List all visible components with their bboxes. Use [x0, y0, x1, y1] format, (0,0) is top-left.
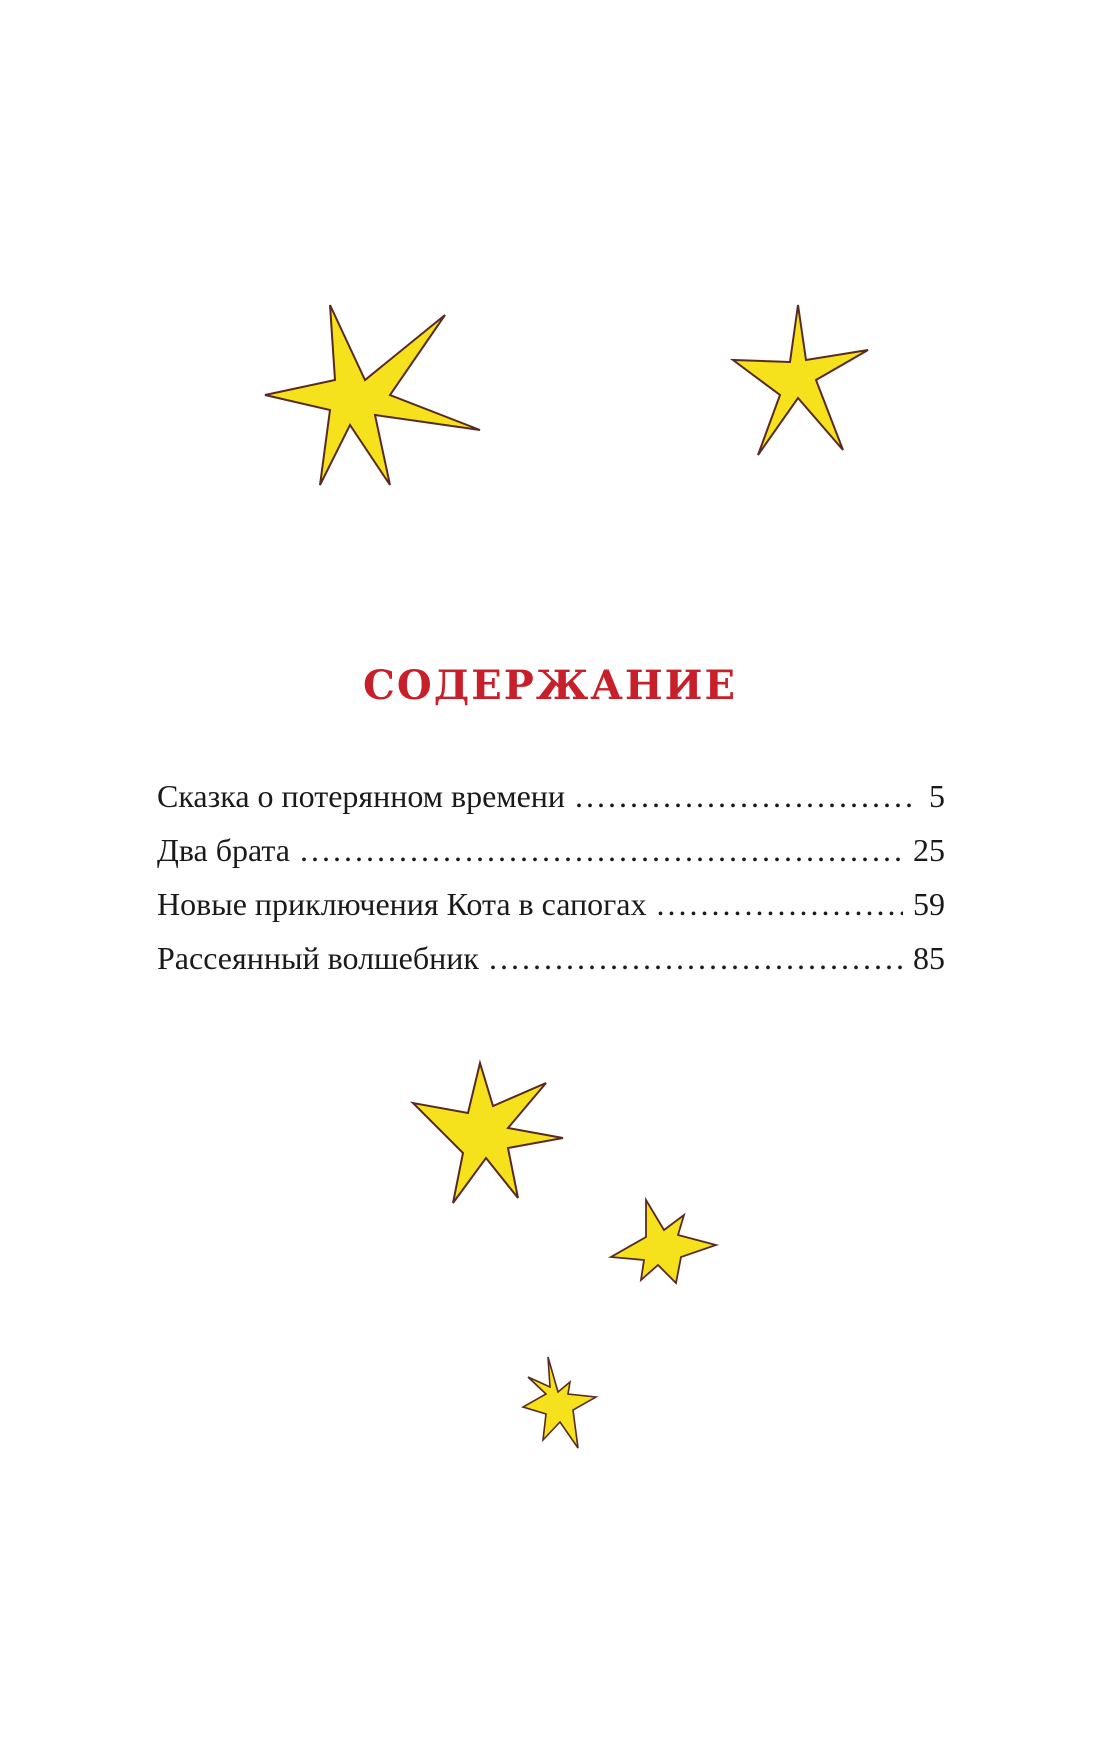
toc-leader-dots [575, 778, 913, 815]
toc-entry-title: Два брата [157, 832, 290, 868]
table-of-contents [157, 778, 945, 994]
toc-entry-page: 5 [929, 778, 945, 814]
toc-leader-dots [656, 886, 903, 923]
page-title: СОДЕРЖАНИЕ [363, 662, 737, 709]
star-icon [606, 1195, 721, 1287]
toc-entry-title: Новые приключения Кота в сапогах [157, 886, 647, 922]
toc-entry[interactable] [157, 832, 945, 886]
toc-entry[interactable] [157, 886, 945, 940]
star-icon [408, 1058, 568, 1208]
star-icon [518, 1352, 600, 1454]
toc-entry-title: Сказка о потерянном времени [157, 778, 566, 814]
toc-entry-page: 25 [913, 832, 945, 868]
toc-entry[interactable] [157, 940, 945, 994]
star-icon [728, 300, 878, 460]
toc-leader-dots [489, 940, 903, 977]
toc-entry-page: 59 [913, 886, 945, 922]
toc-entry-page: 85 [913, 940, 945, 976]
star-icon [255, 300, 485, 490]
toc-entry[interactable] [157, 778, 945, 832]
toc-entry-title: Рассеянный волшебник [157, 940, 479, 976]
toc-leader-dots [300, 832, 903, 869]
